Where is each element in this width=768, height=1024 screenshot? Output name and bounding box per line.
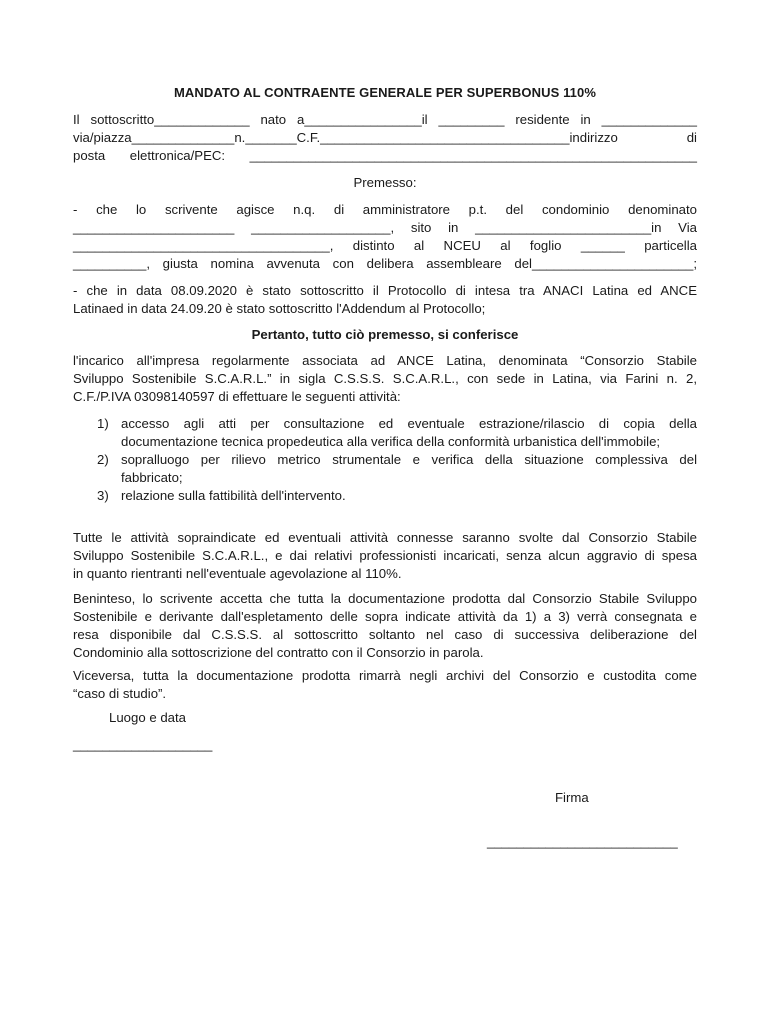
firma-label: Firma <box>555 790 589 805</box>
list-item-line-1: accesso agli atti per consultazione ed eventuale estrazione/rilascio di copia della <box>121 416 697 431</box>
premessa-2-paragraph <box>73 282 697 318</box>
list-item-line-1: relazione sulla fattibilità dell'intervento. <box>121 488 346 503</box>
conferisce-heading: Pertanto, tutto ciò premesso, si conferisce <box>251 327 519 342</box>
incarico-line-2: Sviluppo Sostenibile S.C.A.R.L.” in sigla C.S.S.S. S.C.A.R.L., con sede in Latina, via Farini n. 2, <box>73 371 697 386</box>
incarico-line-3: C.F./P.IVA 03098140597 di effettuare le seguenti attività: <box>73 389 401 404</box>
luogo-label: Luogo e data <box>109 710 187 725</box>
list-item-line-2: documentazione tecnica propedeutica alla verifica della conformità urbanistica dell'immobile; <box>121 434 661 449</box>
viceversa-line-2: “caso di studio”. <box>73 686 167 701</box>
list-item-number: 1) <box>97 416 109 431</box>
premessa-2-line-1: - che in data 08.09.2020 è stato sottoscritto il Protocollo di intesa tra ANACI Latina ed ANCE <box>73 283 697 298</box>
luogo-signature-line: ___________________ <box>73 737 213 752</box>
premessa-1-line-3: ___________________________________, distinto al NCEU al foglio ______ particella <box>73 238 697 253</box>
viceversa-paragraph <box>73 667 697 703</box>
benintesto-line-4: Condominio alla sottoscrizione del contratto con il Consorzio in parola. <box>73 645 484 660</box>
benintesto-line-3: resa disponibile dal C.S.S.S. al sottoscritto soltanto nel caso di successiva deliberazione del <box>73 627 697 642</box>
firma-signature-line: __________________________ <box>487 834 678 849</box>
intro-line-2: via/piazza______________n._______C.F.__________________________________indirizzo di <box>73 130 697 145</box>
intro-line-3: posta elettronica/PEC: _____________________________________________________________ <box>73 148 697 163</box>
list-item <box>97 451 697 487</box>
premesso-heading: Premesso: <box>353 175 417 190</box>
benintesto-line-2: Sostenibile e derivante dall'espletamento delle sopra indicate attività da 1) a 3) verrà consegnata e <box>73 609 697 624</box>
list-item <box>97 487 697 505</box>
list-item <box>97 415 697 451</box>
premessa-2-line-2: Latinaed in data 24.09.20 è stato sottoscritto l'Addendum al Protocollo; <box>73 301 486 316</box>
document-title: MANDATO AL CONTRAENTE GENERALE PER SUPERBONUS 110% <box>173 85 597 100</box>
list-item-line-1: sopralluogo per rilievo metrico strumentale e verifica della situazione complessiva del <box>121 452 697 467</box>
incarico-line-1: l'incarico all'impresa regolarmente associata ad ANCE Latina, denominata “Consorzio Stabile <box>73 353 697 368</box>
benintesto-paragraph <box>73 590 697 662</box>
tutte-line-1: Tutte le attività sopraindicate ed eventuali attività connesse saranno svolte dal Consorzio Stabile <box>73 530 697 545</box>
premessa-1-paragraph <box>73 201 697 273</box>
tutte-paragraph <box>73 529 697 583</box>
list-item-number: 2) <box>97 452 109 467</box>
list-item-number: 3) <box>97 488 109 503</box>
list-item-line-2: fabbricato; <box>121 470 183 485</box>
incarico-paragraph <box>73 352 697 406</box>
premessa-1-line-2: ______________________ ___________________, sito in ________________________in Via <box>73 220 697 235</box>
premessa-1-line-1: - che lo scrivente agisce n.q. di amministratore p.t. del condominio denominato <box>73 202 697 217</box>
premessa-1-line-4: __________, giusta nomina avvenuta con delibera assembleare del______________________; <box>73 256 697 271</box>
viceversa-line-1: Viceversa, tutta la documentazione prodotta rimarrà negli archivi del Consorzio e custodita come <box>73 668 697 683</box>
activities-list <box>97 415 697 505</box>
benintesto-line-1: Beninteso, lo scrivente accetta che tutta la documentazione prodotta dal Consorzio Stabile Sviluppo <box>73 591 697 606</box>
intro-line-1: Il sottoscritto_____________ nato a________________il _________ residente in _____________ <box>73 112 697 127</box>
tutte-line-2: Sviluppo Sostenibile S.C.A.R.L., e dai relativi professionisti incaricati, senza alcun aggravio di spesa <box>73 548 697 563</box>
tutte-line-3: in quanto rientranti nell'eventuale agevolazione al 110%. <box>73 566 402 581</box>
intro-paragraph <box>73 111 697 165</box>
